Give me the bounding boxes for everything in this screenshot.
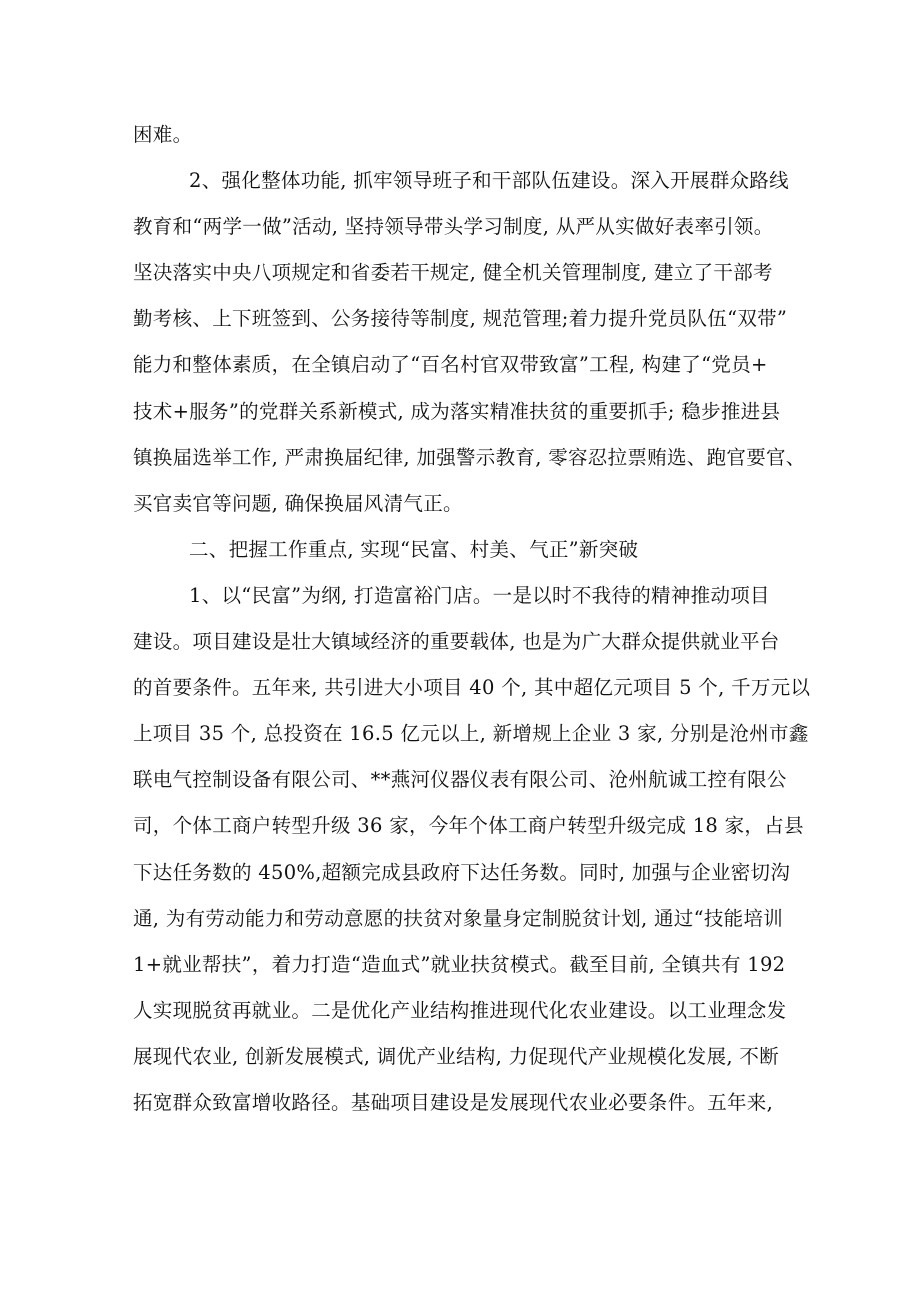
text-line: 能力和整体素质，在全镇启动了“百名村官双带致富”工程, 构建了“党员+ xyxy=(133,353,768,377)
text-line: 买官卖官等问题, 确保换届风清气正。 xyxy=(133,491,463,515)
text-line: 的首要条件。五年来, 共引进大小项目 40 个, 其中超亿元项目 5 个, 千万元以 xyxy=(133,676,811,700)
text-line: 通, 为有劳动能力和劳动意愿的扶贫对象量身定制脱贫计划, 通过“技能培训 xyxy=(133,906,784,930)
body-text xyxy=(133,112,811,1126)
text-line: 司，个体工商户转型升级 36 家，今年个体工商户转型升级完成 18 家，占县 xyxy=(133,814,804,838)
text-line: 拓宽群众致富增收路径。基础项目建设是发展现代农业必要条件。五年来, xyxy=(133,1090,774,1114)
section-heading: 二、把握工作重点, 实现“民富、村美、气正”新突破 xyxy=(189,537,639,561)
text-line: 1、以“民富”为纲, 打造富裕门店。一是以时不我待的精神推动项目 xyxy=(189,583,770,607)
text-line: 坚决落实中央八项规定和省委若干规定, 健全机关管理制度, 建立了干部考 xyxy=(133,261,773,285)
text-line: 建设。项目建设是壮大镇域经济的重要载体, 也是为广大群众提供就业平台 xyxy=(133,630,780,654)
text-line: 教育和“两学一做”活动, 坚持领导带头学习制度, 从严从实做好表率引领。 xyxy=(133,215,774,239)
text-line: 勤考核、上下班签到、公务接待等制度, 规范管理;着力提升党员队伍“双带” xyxy=(133,307,788,331)
text-line: 困难。 xyxy=(133,123,193,146)
text-line: 技术+服务”的党群关系新模式, 成为落实精准扶贫的重要抓手; 稳步推进县 xyxy=(133,399,781,423)
text-line: 1+就业帮扶”，着力打造“造血式”就业扶贫模式。截至目前, 全镇共有 192 xyxy=(133,952,786,976)
text-line: 下达任务数的 450%,超额完成县政府下达任务数。同时, 加强与企业密切沟 xyxy=(133,860,791,884)
text-line: 展现代农业, 创新发展模式, 调优产业结构, 力促现代产业规模化发展, 不断 xyxy=(133,1044,779,1068)
text-line: 镇换届选举工作, 严肃换届纪律, 加强警示教育, 零容忍拉票贿选、跑官要官、 xyxy=(133,445,806,469)
text-line: 人实现脱贫再就业。二是优化产业结构推进现代化农业建设。以工业理念发 xyxy=(133,998,787,1022)
text-line: 上项目 35 个, 总投资在 16.5 亿元以上, 新增规上企业 3 家, 分别是沧州市鑫 xyxy=(133,722,809,746)
text-line: 2、强化整体功能, 抓牢领导班子和干部队伍建设。深入开展群众路线 xyxy=(189,169,789,193)
text-line: 联电气控制设备有限公司、**燕河仪器仪表有限公司、沧州航诚工控有限公 xyxy=(133,768,787,792)
